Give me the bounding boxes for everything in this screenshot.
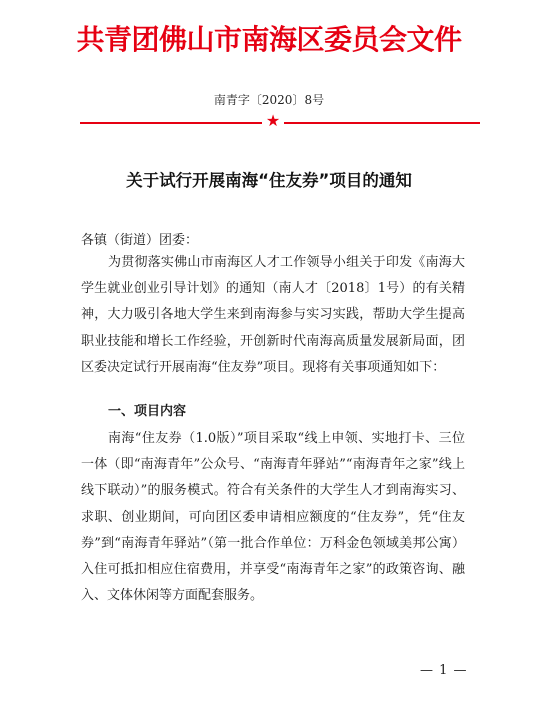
document-title: 关于试行开展南海“住友券”项目的通知	[126, 171, 412, 190]
star-icon: ★	[265, 111, 281, 130]
page-number: — 1 —	[420, 663, 468, 678]
salutation: 各镇（街道）团委：	[81, 233, 199, 248]
body-paragraph-intro: 为贯彻落实佛山市南海区人才工作领导小组关于印发《南海大学生就业创业引导计划》的通知（南人才〔2018〕1号）的有关精神，大力吸引各地大学生来到南海参与实习实践，帮助大学生提高职业技能和增长工作经验，开创新时代南海高质量发展新局面，团区委决定试行开展南海“住友券”项目。现将有关事项通知如下：	[81, 255, 465, 375]
body-paragraph-project: 南海“住友券（1.0版）”项目采取“线上申领、实地打卡、三位一体（即“南海青年”公众号、“南海青年驿站”“南海青年之家”线上线下联动）”的服务模式。符合有关条件的大学生人才到南海实习、求职、创业期间，可向团区委申请相应额度的“住友券”，凭“住友券”到“南海青年驿站”（第一批合作单位：万科金色领域美邦公寓）入住可抵扣相应住宿费用，并享受“南海青年之家”的政策咨询、融入、文体休闲等方面配套服务。	[81, 431, 465, 604]
document-number: 南青字〔2020〕8号	[213, 93, 325, 107]
red-divider-right	[284, 122, 480, 124]
section-heading: 一、项目内容	[108, 404, 187, 419]
header-title: 共青团佛山市南海区委员会文件	[76, 23, 462, 56]
red-divider-left	[80, 122, 262, 124]
